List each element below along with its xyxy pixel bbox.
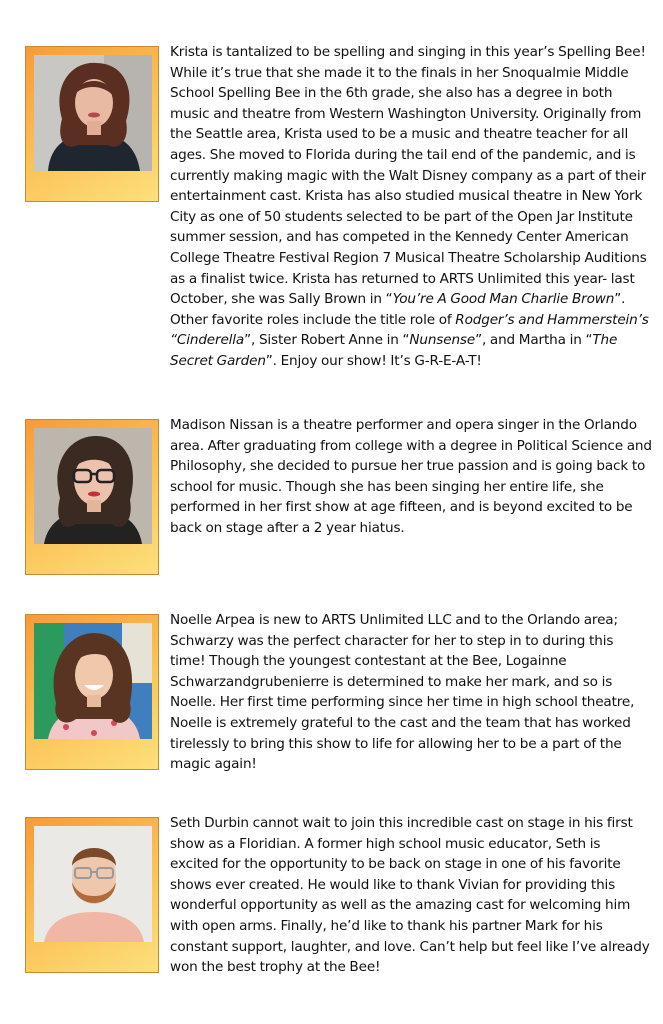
- photo-frame: [25, 419, 159, 575]
- bio-madison: [25, 419, 655, 579]
- photo-frame: [25, 817, 159, 973]
- headshot-noelle: [34, 623, 152, 739]
- headshot-madison: [34, 428, 152, 544]
- bio-text: Seth Durbin cannot wait to join this incredible cast on stage in his first show as a Floridian. A former high school music educator, Seth is excited for the opportunity to be back on stage in one of his favorite shows ever created. He would like to thank Vivian for providing this wonderful opportunity as well as the amazing cast for welcoming him with open arms. Finally, he’d like to thank his partner Mark for his constant support, laughter, and love. Can’t help but feel like I’ve already won the best trophy at the Bee!: [170, 815, 650, 976]
- photo-frame: [25, 46, 159, 202]
- headshot-seth: [34, 826, 152, 942]
- bio-text: Krista is tantalized to be spelling and singing in this year’s Spelling Bee! While it’s true that she made it to the finals in her Snoqualmie Middle School Spelling Bee in the 6th grade, she also has a degree in both music and theatre from Western Washington University. Originally from the Seattle area, Krista used to be a music and theatre teacher for all ages. She moved to Florida during the tail end of the pandemic, and is currently making magic with the Walt Disney company as a part of their entertainment cast. Krista has also studied musical theatre in New York City as one of 50 students selected to be part of the Open Jar Institute summer session, and has competed in the Kennedy Center American College Theatre Festival Region 7 Musical Theatre Scholarship Auditions as a finalist twice. Krista has returned to ARTS Unlimited this year- last October, she was Sally Brown in “You’re A Good Man Charlie Brown”. Other favorite roles include the title role of Rodger’s and Hammerstein’s “Cinderella”, Sister Robert Anne in “Nunsense”, and Martha in “The Secret Garden”. Enjoy our show! It’s G-R-E-A-T!: [170, 44, 649, 369]
- headshot-krista: [34, 55, 152, 171]
- bio-krista: [25, 46, 655, 386]
- photo-frame: [25, 614, 159, 770]
- bio-text: Noelle Arpea is new to ARTS Unlimited LLC and to the Orlando area; Schwarzy was the perfect character for her to step in to during this time! Though the youngest contestant at the Bee, Logainne Schwarzandgrubenierre is determined to make her mark, and so is Noelle. Her first time performing since her time in high school theatre, Noelle is extremely grateful to the cast and the team that has worked tirelessly to bring this show to life for allowing her to be a part of the magic again!: [170, 612, 635, 773]
- bio-text: Madison Nissan is a theatre performer and opera singer in the Orlando area. After graduating from college with a degree in Political Science and Philosophy, she decided to pursue her true passion and is going back to school for music. Though she has been singing her entire life, she performed in her first show at age fifteen, and is beyond excited to be back on stage after a 2 year hiatus.: [170, 417, 652, 536]
- bio-noelle: [25, 614, 655, 774]
- bio-seth: [25, 817, 655, 977]
